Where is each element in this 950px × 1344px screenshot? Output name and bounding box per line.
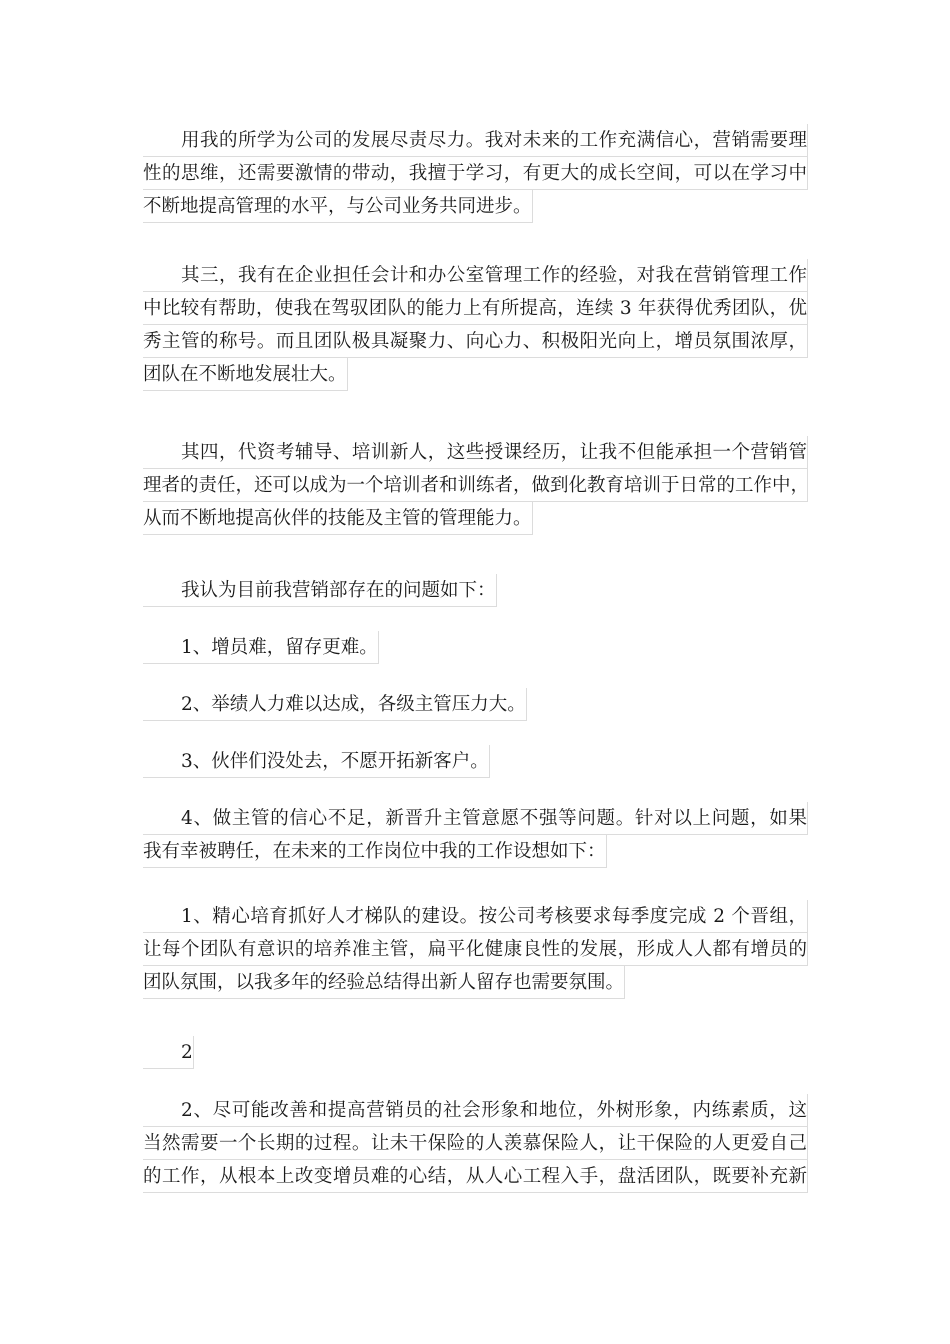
page-number xyxy=(143,1036,808,1069)
text-line: 2、尽可能改善和提高营销员的社会形象和地位，外树形象，内练素质，这 xyxy=(143,1094,808,1127)
paragraph-2 xyxy=(143,259,808,391)
text-line: 2、举绩人力难以达成，各级主管压力大。 xyxy=(143,688,527,721)
text-line: 1、增员难，留存更难。 xyxy=(143,631,379,664)
text-line: 1、精心培育抓好人才梯队的建设。按公司考核要求每季度完成 2 个晋组， xyxy=(143,900,808,933)
paragraph-3 xyxy=(143,436,808,535)
paragraph-4 xyxy=(143,574,808,607)
page-number-text: 2 xyxy=(143,1036,194,1069)
text-line: 3、伙伴们没处去，不愿开拓新客户。 xyxy=(143,745,490,778)
text-line: 其四，代资考辅导、培训新人，这些授课经历，让我不但能承担一个营销管 xyxy=(143,436,808,469)
paragraph-1 xyxy=(143,124,808,223)
text-line: 性的思维，还需要激情的带动，我擅于学习，有更大的成长空间，可以在学习中 xyxy=(143,157,808,190)
paragraph-8 xyxy=(143,802,808,868)
paragraph-9 xyxy=(143,900,808,999)
text-line: 团队在不断地发展壮大。 xyxy=(143,358,348,391)
text-line: 秀主管的称号。而且团队极具凝聚力、向心力、积极阳光向上，增员氛围浓厚， xyxy=(143,325,808,358)
text-line: 的工作，从根本上改变增员难的心结，从人心工程入手，盘活团队，既要补充新 xyxy=(143,1160,808,1193)
text-line: 从而不断地提高伙伴的技能及主管的管理能力。 xyxy=(143,502,533,535)
text-line: 我有幸被聘任，在未来的工作岗位中我的工作设想如下： xyxy=(143,835,607,868)
paragraph-6 xyxy=(143,688,808,721)
paragraph-5 xyxy=(143,631,808,664)
text-line: 用我的所学为公司的发展尽责尽力。我对未来的工作充满信心，营销需要理 xyxy=(143,124,808,157)
paragraph-7 xyxy=(143,745,808,778)
text-line: 4、做主管的信心不足，新晋升主管意愿不强等问题。针对以上问题，如果 xyxy=(143,802,808,835)
text-line: 团队氛围，以我多年的经验总结得出新人留存也需要氛围。 xyxy=(143,966,625,999)
text-line: 让每个团队有意识的培养准主管，扁平化健康良性的发展，形成人人都有增员的 xyxy=(143,933,808,966)
text-line: 其三，我有在企业担任会计和办公室管理工作的经验，对我在营销管理工作 xyxy=(143,259,808,292)
text-line: 中比较有帮助，使我在驾驭团队的能力上有所提高，连续 3 年获得优秀团队，优 xyxy=(143,292,808,325)
text-line: 理者的责任，还可以成为一个培训者和训练者，做到化教育培训于日常的工作中， xyxy=(143,469,808,502)
text-line: 不断地提高管理的水平，与公司业务共同进步。 xyxy=(143,190,533,223)
text-line: 当然需要一个长期的过程。让未干保险的人羡慕保险人，让干保险的人更爱自己 xyxy=(143,1127,808,1160)
paragraph-10 xyxy=(143,1094,808,1193)
text-line: 我认为目前我营销部存在的问题如下： xyxy=(143,574,497,607)
